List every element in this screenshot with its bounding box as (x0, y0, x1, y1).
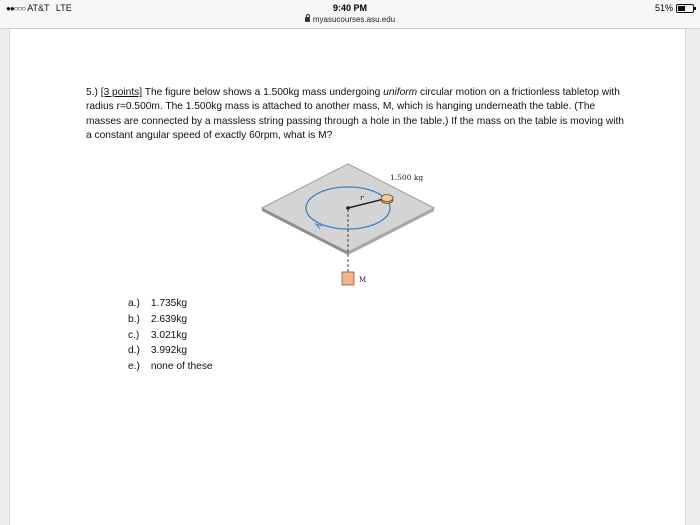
right-margin (685, 29, 700, 525)
question-emphasis: uniform (383, 87, 418, 98)
network-type: LTE (55, 3, 72, 13)
question-text (86, 86, 626, 144)
answer-choice-d: d.) 3.992kg (128, 345, 188, 357)
clock: 9:40 PM (332, 3, 367, 13)
answer-choice-b: b.) 2.639kg (128, 313, 188, 325)
mass-label: 1.500 kg (390, 173, 424, 182)
left-margin (0, 29, 10, 525)
hanging-mass (342, 272, 354, 285)
figure-drawing (260, 160, 440, 290)
question-number: 5.) (86, 87, 98, 98)
radius-label: r (360, 193, 364, 202)
answer-choice-e: e.) none of these (128, 361, 213, 373)
answer-choices (128, 296, 213, 375)
status-bar (0, 0, 700, 29)
question-body-2: circular motion on a frictionless tabletop with radius r=0.500m. The 1.500kg mass is attached to another mass, M, which is hanging underneath the table. (The masses are connected by a massless string passing through a hole in the table.) If the mass on the table is moving with a constant angular speed of exactly 60rpm, what is M? (86, 87, 624, 142)
signal-strength-icon: ●●○○○ (6, 4, 26, 13)
url-text: myasucourses.asu.edu (312, 15, 396, 24)
answer-choice-c: c.) 3.021kg (128, 329, 188, 341)
carrier-name: AT&T (27, 3, 50, 13)
address-bar[interactable] (0, 15, 700, 24)
hanging-mass-label: M (359, 276, 367, 284)
question-points: [3 points] (100, 87, 143, 98)
battery-percent: 51% (654, 3, 673, 13)
question-body-1: The figure below shows a 1.500kg mass undergoing (144, 87, 381, 98)
circular-motion-figure (260, 160, 440, 290)
lock-icon (305, 17, 310, 22)
battery-status (655, 3, 694, 13)
battery-icon (676, 4, 694, 13)
answer-choice-a: a.) 1.735kg (128, 298, 188, 309)
